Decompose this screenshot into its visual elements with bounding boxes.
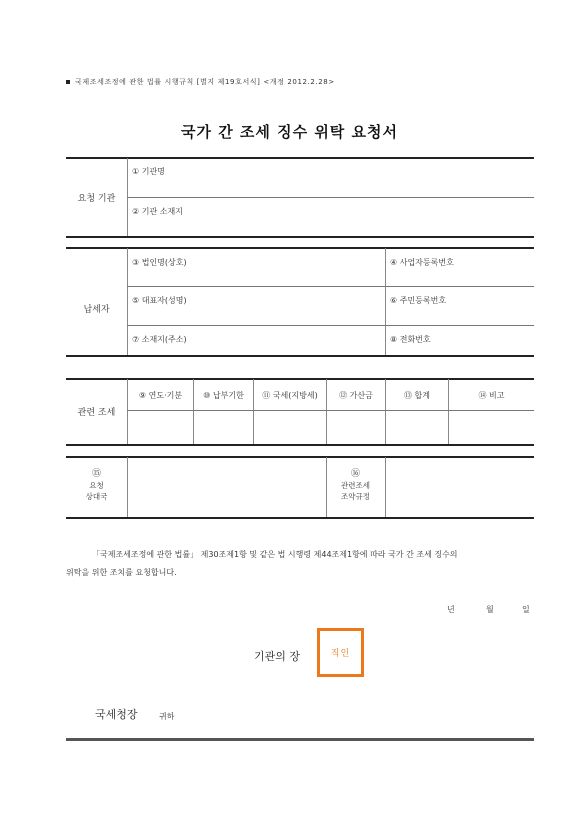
col-header-year-period: ⑨ 연도·기분	[138, 390, 183, 400]
recipient-name: 국세청장	[95, 708, 138, 721]
form-reference-note	[66, 77, 335, 87]
section1-divider	[127, 158, 128, 238]
form-reference-text: 국제조세조정에 관한 법률 시행규칙 [별지 제19호서식] <개정 2012.2.28>	[75, 78, 335, 86]
section2-divider	[127, 248, 128, 356]
section4-top-border	[66, 456, 534, 458]
official-seal-box	[317, 628, 364, 677]
section1-row-divider	[127, 197, 534, 198]
field-address: ⑦ 소재지(주소)	[132, 335, 187, 344]
section-label-taxpayer: 납세자	[83, 305, 110, 315]
col-header-remarks: ⑭ 비고	[478, 390, 505, 400]
square-bullet-icon	[66, 80, 70, 84]
section3-bottom-border	[66, 444, 534, 446]
bottom-border-bar	[66, 738, 534, 741]
field-biz-reg-no: ④ 사업자등록번호	[390, 258, 454, 267]
field-representative: ⑤ 대표자(성명)	[132, 296, 187, 305]
col-header-total: ⑬ 합계	[404, 390, 430, 400]
field-phone: ⑧ 전화번호	[390, 335, 431, 344]
section4-bottom-border	[66, 517, 534, 519]
label-treaty-provision	[326, 469, 385, 502]
date-month-label: 월	[486, 605, 494, 614]
section2-row-divider-1	[127, 286, 534, 287]
request-statement-line1: 「국제조세조정에 관한 법률」 제30조제1항 및 같은 법 시행령 제44조제1항에 따라 국가 간 조세 징수의	[92, 550, 458, 559]
col-header-due-date: ⑩ 납부기한	[203, 390, 244, 400]
label-requested-country-line1: 요청	[89, 481, 104, 490]
label-treaty-provision-line2: 조약규정	[341, 492, 370, 501]
section2-row-divider-2	[127, 325, 534, 326]
field-resident-reg-no: ⑥ 주민등록번호	[390, 296, 447, 305]
section4-divider-3	[385, 457, 386, 518]
official-seal-text: 직인	[330, 649, 351, 659]
col-header-surcharge: ⑫ 가산금	[339, 390, 373, 400]
label-requested-country-line2: 상대국	[85, 492, 108, 501]
label-treaty-provision-line1: 관련조세	[341, 481, 370, 490]
agency-head-label: 기관의 장	[254, 650, 301, 663]
section2-bottom-border	[66, 355, 534, 357]
date-day-label: 일	[522, 605, 530, 614]
label-treaty-provision-number: ⑯	[350, 469, 360, 479]
recipient-honorific: 귀하	[159, 712, 175, 721]
request-statement-line2: 위탁을 위한 조치를 요청합니다.	[66, 568, 177, 577]
section2-mid-divider	[385, 248, 386, 356]
section2-top-border	[66, 247, 534, 249]
section1-top-border	[66, 157, 534, 159]
section1-bottom-border	[66, 236, 534, 238]
field-agency-address: ② 기관 소재지	[132, 207, 183, 216]
section4-divider-1	[127, 457, 128, 518]
document-title: 국가 간 조세 징수 위탁 요청서	[181, 123, 398, 141]
section-label-requesting-agency: 요청 기관	[77, 194, 116, 204]
label-requested-country-number: ⑮	[91, 469, 101, 479]
date-year-label: 년	[447, 605, 455, 614]
section3-row-divider	[127, 410, 534, 411]
col-header-national-tax: ⑪ 국세(지방세)	[262, 390, 318, 400]
section-label-related-tax: 관련 조세	[77, 408, 116, 418]
field-corp-name: ③ 법인명(상호)	[132, 258, 187, 267]
label-requested-country	[66, 469, 127, 502]
field-agency-name: ① 기관명	[132, 167, 165, 176]
